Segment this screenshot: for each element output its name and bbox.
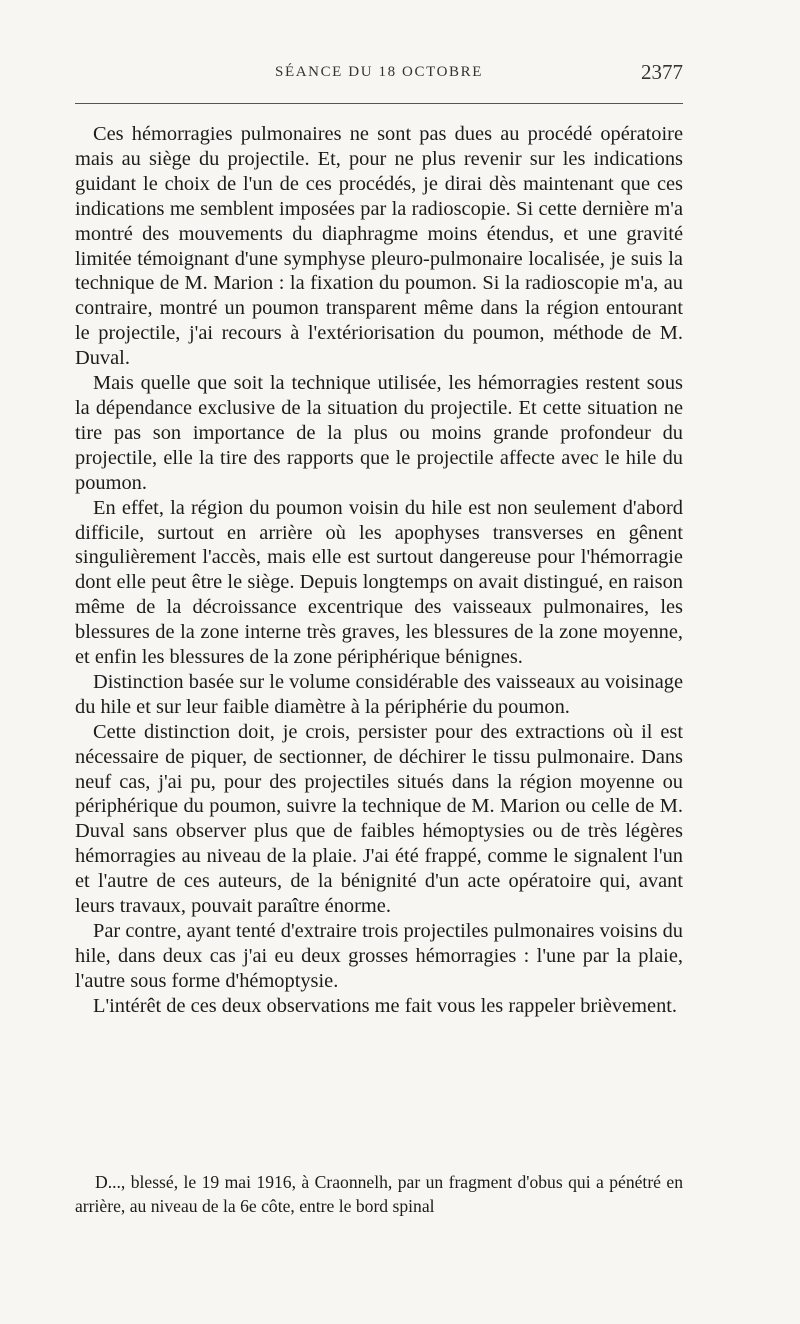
paragraph: Cette distinction doit, je crois, persister pour des extractions où il est nécessaire de piquer, de sectionner, de déchirer le tissu pulmonaire. Dans neuf cas, j'ai pu, pour des projectiles situés dans la région moyenne ou périphérique du poumon, suivre la technique de M. Marion ou celle de M. Duval sans observer plus que de faibles hémoptysies ou de très légères hémorragies au niveau de la plaie. J'ai été frappé, comme le signalent l'un et l'autre de ces auteurs, de la bénignité d'un acte opératoire qui, avant leurs travaux, pouvait paraître énorme. — [75, 720, 683, 918]
paragraph: Distinction basée sur le volume considérable des vaisseaux au voisinage du hile et sur leur faible diamètre à la périphérie du poumon. — [75, 670, 683, 718]
paragraph: Mais quelle que soit la technique utilisée, les hémorragies restent sous la dépendance exclusive de la situation du projectile. Et cette situation ne tire pas son importance de la plus ou moins grande profondeur du projectile, elle la tire des rapports que le projectile affecte avec le hile du poumon. — [75, 372, 683, 494]
paragraph: L'intérêt de ces deux observations me fait vous les rappeler brièvement. — [93, 994, 678, 1017]
document-page — [75, 58, 683, 1216]
observation-text: D..., blessé, le 19 mai 1916, à Craonnelh, par un fragment d'obus qui a pénétré en arrière, au niveau de la 6e côte, entre le bord spinal — [75, 1172, 683, 1216]
body-text — [75, 122, 683, 1019]
paragraph: En effet, la région du poumon voisin du hile est non seulement d'abord difficile, surtout en arrière où les apophyses transverses en gênent singulièrement l'accès, mais elle est surtout dangereuse pour l'hémorragie dont elle peut être le siège. Depuis longtemps on avait distingué, en raison même de la décroissance excentrique des vaisseaux pulmonaires, les blessures de la zone interne très graves, les blessures de la zone moyenne, et enfin les blessures de la zone périphérique bénignes. — [75, 496, 683, 669]
paragraph: Ces hémorragies pulmonaires ne sont pas dues au procédé opératoire mais au siège du projectile. Et, pour ne plus revenir sur les indications guidant le choix de l'un de ces procédés, je dirai dès maintenant que ces indications me semblent imposées par la radioscopie. Si cette dernière m'a montré des mouvements du diaphragme moins étendus, et une gravité limitée témoignant d'une symphyse pleuro-pulmonaire localisée, je suis la technique de M. Marion : la fixation du poumon. Si la radioscopie m'a, au contraire, montré un poumon transparent même dans la région entourant le projectile, j'ai recours à l'extériorisation du poumon, méthode de M. Duval. — [75, 123, 683, 370]
page-number: 2377 — [641, 60, 683, 84]
paragraph: Par contre, ayant tenté d'extraire trois projectiles pulmonaires voisins du hile, dans deux cas j'ai eu deux grosses hémorragies : l'une par la plaie, l'autre sous forme d'hémoptysie. — [75, 920, 683, 992]
header-rule — [75, 103, 683, 104]
running-title: SÉANCE DU 18 OCTOBRE — [275, 64, 483, 80]
page-header — [75, 58, 683, 92]
